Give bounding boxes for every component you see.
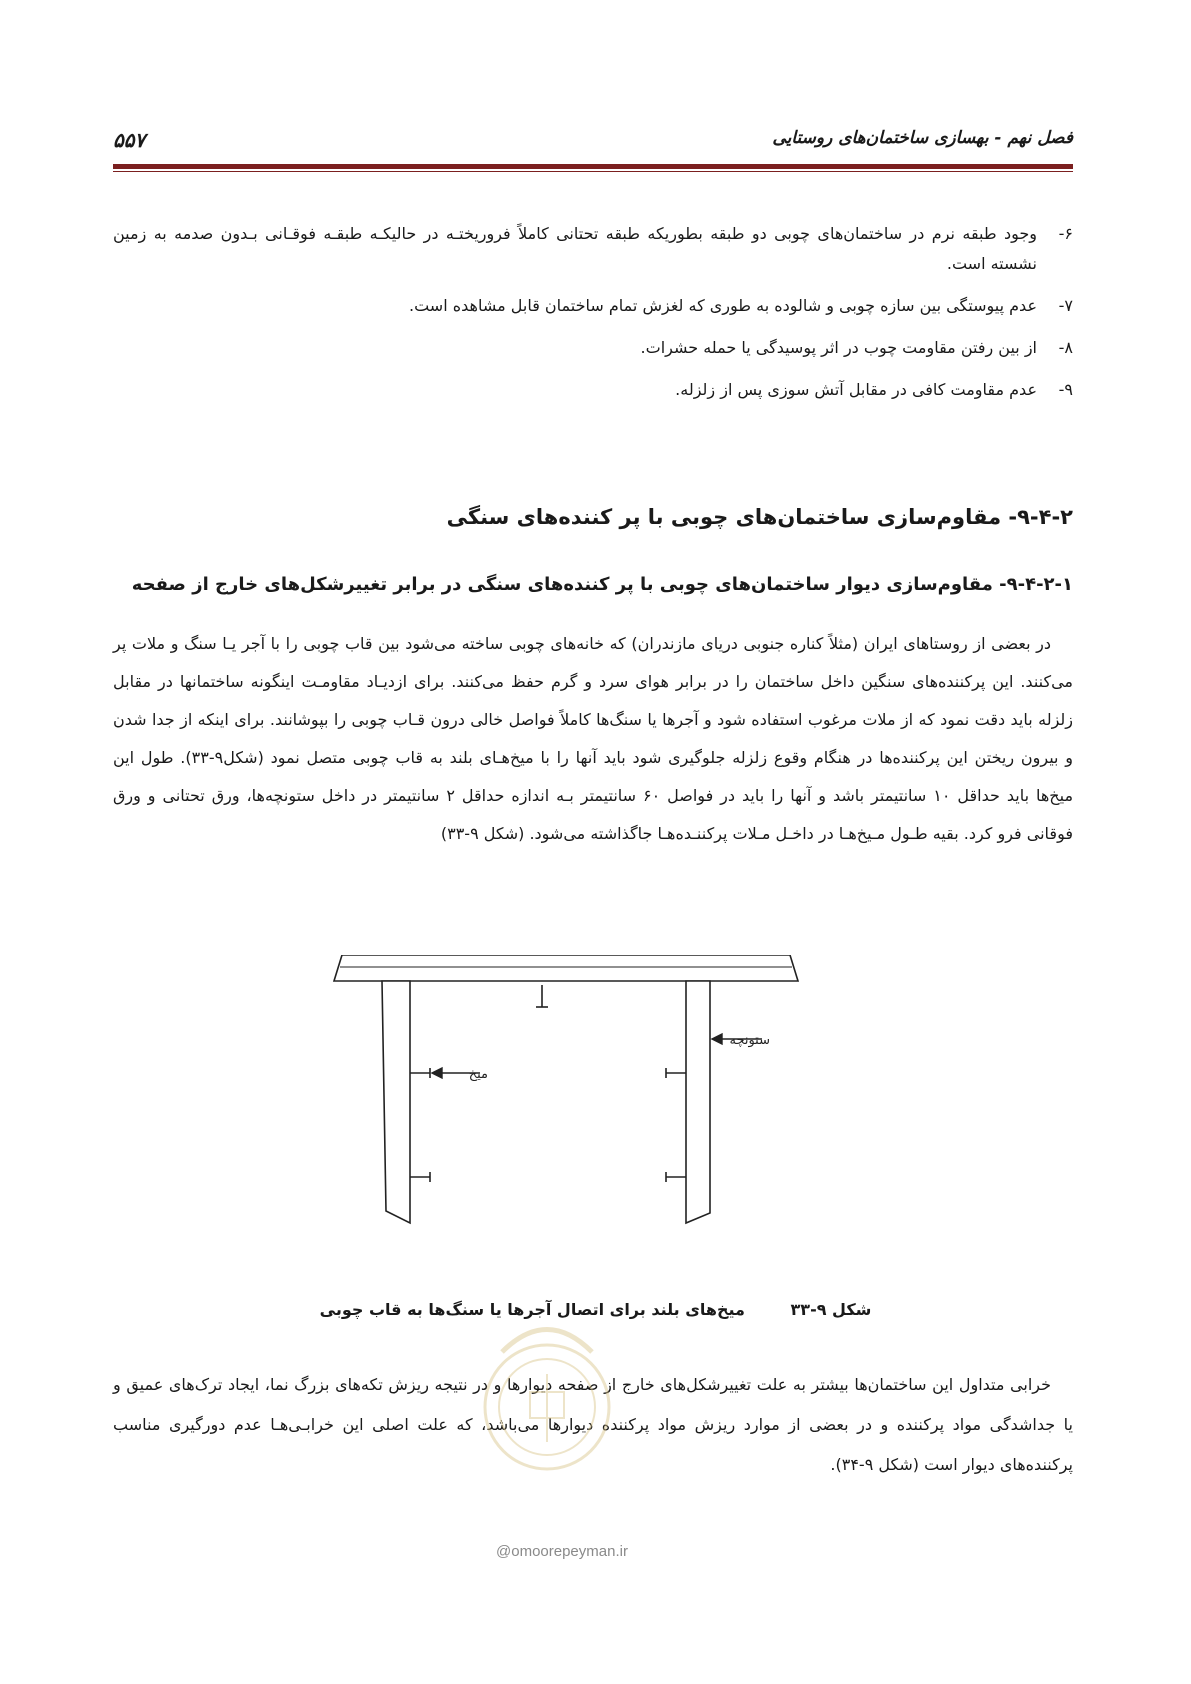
right-stud: [686, 981, 710, 1223]
body-paragraph-2-text: خرابی متداول این ساختمان‌ها بیشتر به علت تغییرشکل‌های خارج از صفحه دیوارها و در نتیجه ریزش تکه‌های بزرگ نما، ایجاد ترک‌های عمیق و یا جداشدگی مواد پرکننده و در بعضی از موارد ریزش مواد پرکننده دیوارها می‌باشد، که علت اصلی این خرابـی‌هـا عدم دورگیری مناسب پرکننده‌های دیوار است (شکل ۹-۳۴).: [113, 1375, 1073, 1474]
watermark-url: [496, 1543, 628, 1560]
list-item-number: ۹-: [1058, 380, 1073, 399]
stud-label: ستونچه: [729, 1033, 770, 1048]
list-item-number: ۶-: [1058, 224, 1073, 243]
watermark-at-icon: @: [496, 1543, 512, 1560]
top-plate: [334, 955, 798, 981]
list-item: [113, 333, 1073, 363]
figure-caption-text: میخ‌های بلند برای اتصال آجرها یا سنگ‌ها به قاب چوبی: [319, 1300, 745, 1319]
header-rule-thick: [113, 164, 1073, 169]
nail-label: میخ: [468, 1067, 488, 1082]
subsection-heading: ۹-۴-۲-۱- مقاوم‌سازی دیوار ساختمان‌های چوبی با پر کننده‌های سنگی در برابر تغییرشکل‌های خارج از صفحه: [131, 574, 1073, 595]
list-item-text: عدم مقاومت کافی در مقابل آتش سوزی پس از زلزله.: [675, 380, 1037, 399]
section-heading: ۹-۴-۲- مقاوم‌سازی ساختمان‌های چوبی با پر کننده‌های سنگی: [446, 505, 1073, 529]
publisher-seal-watermark: [472, 1312, 622, 1482]
chapter-title: فصل نهم - بهسازی ساختمان‌های روستایی: [772, 128, 1073, 148]
watermark-url-text: omoorepeyman.ir: [511, 1543, 628, 1560]
list-item: [113, 219, 1073, 279]
list-item-number: ۷-: [1058, 296, 1073, 315]
list-item: [113, 291, 1073, 321]
list-item: [113, 375, 1073, 405]
wood-frame-figure: [330, 955, 890, 1265]
body-paragraph-1: [113, 625, 1073, 853]
figure-caption-number: شکل ۹-۳۳: [790, 1300, 872, 1319]
page-header: [113, 128, 1073, 154]
list-item-text: عدم پیوستگی بین سازه چوبی و شالوده به طوری که لغزش تمام ساختمان قابل مشاهده است.: [408, 296, 1037, 315]
list-item-number: ۸-: [1058, 338, 1073, 357]
page-number: ۵۵۷: [113, 128, 146, 152]
header-rule-thin: [113, 171, 1073, 172]
failure-list: [113, 219, 1073, 417]
list-item-text: وجود طبقه نرم در ساختمان‌های چوبی دو طبقه بطوریکه طبقه تحتانی کاملاً فروریختـه در حالیکـه طبقـه فوقـانی بـدون صدمه به زمین نشسته است.: [113, 224, 1037, 273]
body-paragraph-1-text: در بعضی از روستاهای ایران (مثلاً کناره جنوبی دریای مازندران) که خانه‌های چوبی ساخته می‌شود بین قاب چوبی را با آجر یـا سنگ و ملات پر می‌کنند. این پرکننده‌های سنگین داخل ساختمان را در برابر هوای سرد و گرم حفظ می‌کنند. برای ازدیـاد مقاومـت اینگونه ساختمانها در مقابل زلزله باید دقت نمود که از ملات مرغوب استفاده شود و آجرها یا سنگ‌ها کاملاً فواصل خالی درون قـاب چوبی را بپوشانند. برای اینکه از جدا شدن و بیرون ریختن این پرکننده‌ها در هنگام وقوع زلزله جلوگیری شود باید آنها را با میخ‌هـای بلند به قاب چوبی متصل نمود (شکل۹-۳۳). طول این میخ‌ها باید حداقل ۱۰ سانتیمتر باشد و آنها را باید در فواصل ۶۰ سانتیمتر بـه اندازه حداقل ۲ سانتیمتر در داخل ستونچه‌ها، ورق تحتانی و ورق فوقانی فرو کرد. بقیه طـول مـیخ‌هـا در داخـل مـلات پرکننـده‌هـا جاگذاشته می‌شود. (شکل ۹-۳۳): [113, 634, 1074, 843]
list-item-text: از بین رفتن مقاومت چوب در اثر پوسیدگی یا حمله حشرات.: [640, 338, 1037, 357]
left-stud: [382, 981, 410, 1223]
